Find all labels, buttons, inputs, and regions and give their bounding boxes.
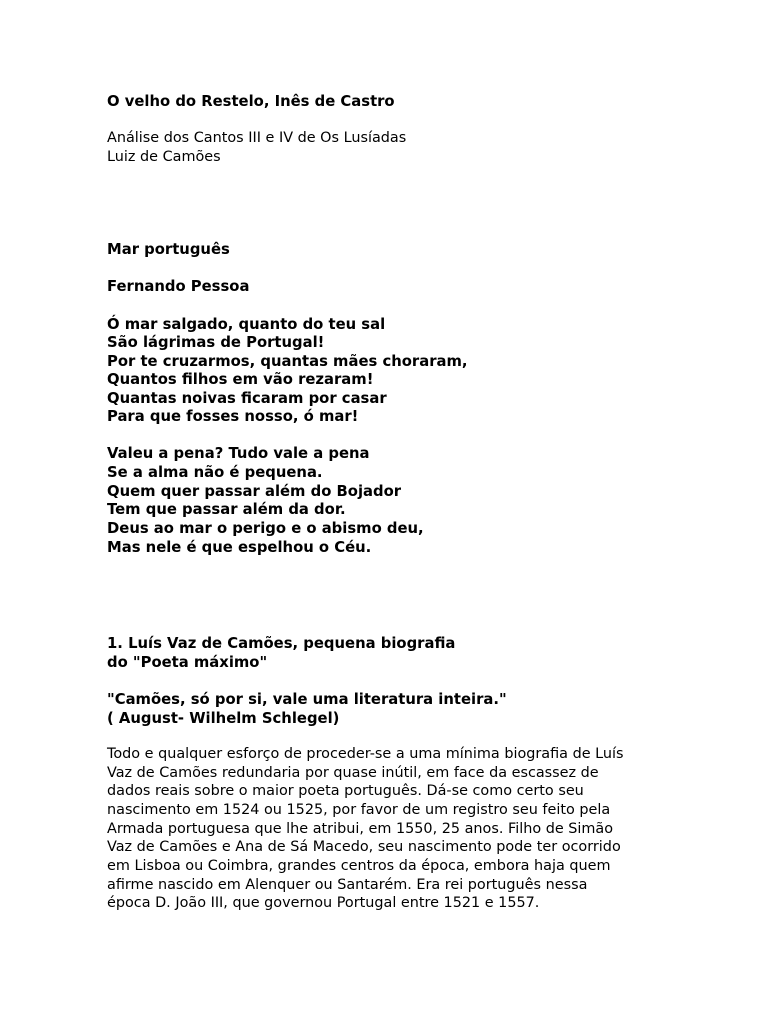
paragraph-line: Vaz de Camões redundaria por quase inútil, em face da escassez de bbox=[107, 765, 599, 781]
paragraph-line: época D. João III, que governou Portugal entre 1521 e 1557. bbox=[107, 895, 540, 911]
paragraph-line: Vaz de Camões e Ana de Sá Macedo, seu nascimento pode ter ocorrido bbox=[107, 839, 621, 855]
poem-title: Mar português bbox=[107, 241, 230, 258]
paragraph-line: em Lisboa ou Coimbra, grandes centros da época, embora haja quem bbox=[107, 858, 611, 874]
poem-verse: Ó mar salgado, quanto do teu sal bbox=[107, 316, 386, 333]
paragraph-line: afirme nascido em Alenquer ou Santarém. Era rei português nessa bbox=[107, 877, 588, 893]
subtitle-line-2: Luiz de Camões bbox=[107, 149, 221, 165]
section-heading-line-2: do "Poeta máximo" bbox=[107, 654, 268, 671]
poem-verse: Valeu a pena? Tudo vale a pena bbox=[107, 445, 370, 462]
poem-verse: Tem que passar além da dor. bbox=[107, 501, 346, 518]
paragraph-line: Todo e qualquer esforço de proceder-se a uma mínima biografia de Luís bbox=[107, 746, 624, 762]
subtitle-line-1: Análise dos Cantos III e IV de Os Lusíadas bbox=[107, 130, 407, 146]
section-heading-line-1: 1. Luís Vaz de Camões, pequena biografia bbox=[107, 635, 456, 652]
poem-author: Fernando Pessoa bbox=[107, 278, 250, 295]
poem-verse: Quantas noivas ficaram por casar bbox=[107, 390, 387, 407]
paragraph-line: dados reais sobre o maior poeta português. Dá-se como certo seu bbox=[107, 783, 584, 799]
quote-text: "Camões, só por si, vale uma literatura inteira." bbox=[107, 691, 507, 708]
poem-verse: Para que fosses nosso, ó mar! bbox=[107, 408, 359, 425]
paragraph-line: nascimento em 1524 ou 1525, por favor de um registro seu feito pela bbox=[107, 802, 611, 818]
poem-verse: Quantos filhos em vão rezaram! bbox=[107, 371, 374, 388]
poem-verse: Se a alma não é pequena. bbox=[107, 464, 323, 481]
poem-verse: São lágrimas de Portugal! bbox=[107, 334, 325, 351]
document-title: O velho do Restelo, Inês de Castro bbox=[107, 93, 395, 110]
poem-verse: Deus ao mar o perigo e o abismo deu, bbox=[107, 520, 424, 537]
poem-verse: Mas nele é que espelhou o Céu. bbox=[107, 539, 372, 556]
quote-attribution: ( August- Wilhelm Schlegel) bbox=[107, 710, 340, 727]
poem-verse: Quem quer passar além do Bojador bbox=[107, 483, 402, 500]
poem-verse: Por te cruzarmos, quantas mães choraram, bbox=[107, 353, 468, 370]
paragraph-line: Armada portuguesa que lhe atribui, em 1550, 25 anos. Filho de Simão bbox=[107, 821, 614, 837]
